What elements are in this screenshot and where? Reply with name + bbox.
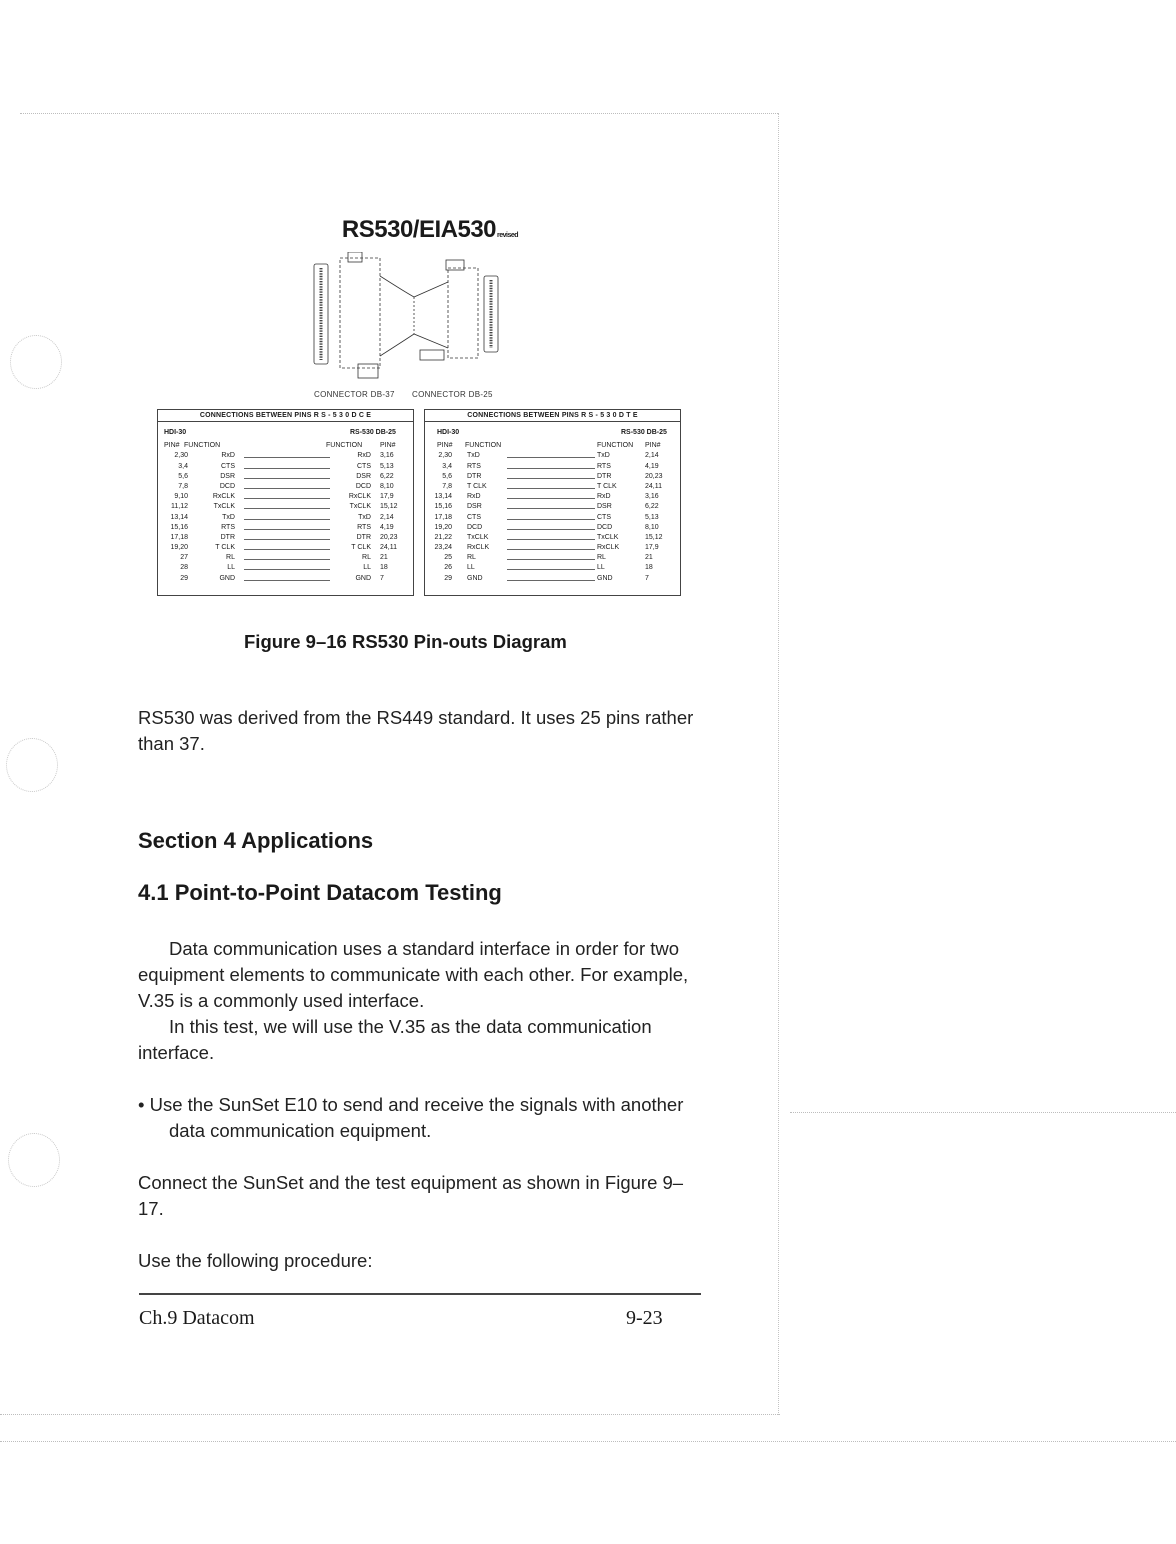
function-right-cell: LL xyxy=(597,564,605,572)
pin-right-cell: 2,14 xyxy=(645,452,659,460)
dte-table-row xyxy=(425,513,680,523)
connection-line xyxy=(244,529,330,530)
para2-line-2: interface. xyxy=(138,1042,215,1063)
pin-cell: 13,14 xyxy=(170,513,188,521)
function-right-cell: GND xyxy=(355,574,371,582)
function-right-cell: DCD xyxy=(355,482,371,490)
dce-table-row xyxy=(158,563,413,573)
figure-title xyxy=(300,216,560,244)
function-cell: RxCLK xyxy=(467,544,490,552)
pin-cell: 26 xyxy=(444,564,452,572)
binder-hole-2 xyxy=(6,738,58,792)
function-right-cell: T CLK xyxy=(597,482,617,490)
para2-line-1: In this test, we will use the V.35 as the data communication xyxy=(169,1016,652,1037)
function-right-cell: DSR xyxy=(597,503,612,511)
function-right-cell: GND xyxy=(597,574,613,582)
connector-db37-label: CONNECTOR DB-37 xyxy=(314,390,395,399)
function-right-cell: DSR xyxy=(356,472,371,480)
pin-cell: 13,14 xyxy=(434,493,452,501)
pin-right-cell: 7 xyxy=(645,574,649,582)
function-right-cell: CTS xyxy=(357,462,371,470)
figure-title-text: RS530/EIA530 xyxy=(341,216,497,243)
pin-right-cell: 21 xyxy=(380,554,388,562)
dte-table-title: CONNECTIONS BETWEEN PINS R S - 5 3 0 D T E xyxy=(425,410,680,422)
pin-right-cell: 20,23 xyxy=(645,472,663,480)
connection-line xyxy=(244,539,330,540)
function-right-cell: RL xyxy=(362,554,371,562)
pin-right-cell: 7 xyxy=(380,574,384,582)
pin-cell: 3,4 xyxy=(178,462,188,470)
scan-edge-top xyxy=(20,113,778,114)
function-cell: RTS xyxy=(467,462,481,470)
function-cell: DTR xyxy=(467,472,482,480)
connection-line xyxy=(507,488,595,489)
dte-table-row xyxy=(425,492,680,502)
connection-line xyxy=(507,468,595,469)
dte-table-row xyxy=(425,543,680,553)
pin-cell: 5,6 xyxy=(178,472,188,480)
dte-rows xyxy=(425,451,680,583)
connection-line xyxy=(507,580,595,581)
pin-right-cell: 3,16 xyxy=(380,452,394,460)
function-cell: CTS xyxy=(467,513,481,521)
dce-table-row xyxy=(158,533,413,543)
dce-table-row xyxy=(158,482,413,492)
function-cell: TxD xyxy=(467,452,480,460)
pin-right-cell: 8,10 xyxy=(645,523,659,531)
dce-table-row xyxy=(158,492,413,502)
pin-right-cell: 18 xyxy=(645,564,653,572)
connection-line xyxy=(244,457,330,458)
function-right-cell: TxCLK xyxy=(349,503,371,511)
connection-line xyxy=(507,478,595,479)
dce-table-row xyxy=(158,472,413,482)
pin-right-cell: 24,11 xyxy=(380,544,397,552)
function-cell: TxCLK xyxy=(467,533,489,541)
dce-col-function: FUNCTION xyxy=(184,442,221,450)
dte-table-row xyxy=(425,502,680,512)
connection-line xyxy=(507,569,595,570)
intro-line-1: RS530 was derived from the RS449 standard. It uses 25 pins rather xyxy=(138,707,694,728)
dte-col-pin-right: PIN# xyxy=(645,442,661,450)
pin-cell: 15,16 xyxy=(434,503,452,511)
pin-right-cell: 17,9 xyxy=(645,544,659,552)
dte-col-pin: PIN# xyxy=(437,442,453,450)
connection-line xyxy=(244,468,330,469)
pin-right-cell: 15,12 xyxy=(380,503,398,511)
footer-page-number: 9-23 xyxy=(626,1307,663,1329)
pin-cell: 19,20 xyxy=(170,544,188,552)
function-right-cell: LL xyxy=(363,564,371,572)
dce-table-title: CONNECTIONS BETWEEN PINS R S - 5 3 0 D C E xyxy=(158,410,413,422)
connection-line xyxy=(507,529,595,530)
scan-edge-right xyxy=(778,113,779,1415)
connector-db25-label: CONNECTOR DB-25 xyxy=(412,390,493,399)
function-cell: TxD xyxy=(222,513,235,521)
connection-line xyxy=(244,580,330,581)
dte-table-row xyxy=(425,462,680,472)
bullet-line-1: • Use the SunSet E10 to send and receive the signals with another xyxy=(138,1094,684,1115)
function-cell: T CLK xyxy=(467,482,487,490)
cable-top xyxy=(380,276,448,297)
connection-line xyxy=(244,549,330,550)
intro-line-2: than 37. xyxy=(138,733,205,754)
connect-line-1: Connect the SunSet and the test equipment as shown in Figure 9– xyxy=(138,1172,684,1193)
function-right-cell: RL xyxy=(597,554,606,562)
pin-right-cell: 2,14 xyxy=(380,513,394,521)
connection-line xyxy=(507,539,595,540)
function-cell: RTS xyxy=(221,523,235,531)
pin-cell: 7,8 xyxy=(442,482,452,490)
db37-housing xyxy=(340,258,380,368)
function-cell: LL xyxy=(227,564,235,572)
function-right-cell: T CLK xyxy=(351,544,371,552)
cable-diagram xyxy=(310,252,510,382)
pin-cell: 2,30 xyxy=(438,452,452,460)
pin-right-cell: 5,13 xyxy=(645,513,659,521)
connect-line-2: 17. xyxy=(138,1198,164,1219)
function-cell: DSR xyxy=(467,503,482,511)
connection-line xyxy=(244,498,330,499)
dte-col-function: FUNCTION xyxy=(465,442,502,450)
dte-table-row xyxy=(425,563,680,573)
dte-table-row xyxy=(425,523,680,533)
function-right-cell: RTS xyxy=(357,523,371,531)
dte-table-row xyxy=(425,533,680,543)
dte-table-row xyxy=(425,472,680,482)
dce-table-row xyxy=(158,553,413,563)
function-cell: DCD xyxy=(219,482,235,490)
subsection-heading: 4.1 Point-to-Point Datacom Testing xyxy=(138,880,502,905)
dce-table-row xyxy=(158,502,413,512)
function-right-cell: RxCLK xyxy=(348,493,371,501)
pin-cell: 17,18 xyxy=(170,533,188,541)
pin-right-cell: 6,22 xyxy=(645,503,659,511)
pin-cell: 9,10 xyxy=(174,493,188,501)
function-right-cell: TxD xyxy=(597,452,610,460)
function-cell: GND xyxy=(219,574,235,582)
pin-right-cell: 4,19 xyxy=(380,523,394,531)
pin-right-cell: 5,13 xyxy=(380,462,394,470)
connection-line xyxy=(244,488,330,489)
pin-cell: 5,6 xyxy=(442,472,452,480)
figure-caption: Figure 9–16 RS530 Pin-outs Diagram xyxy=(244,631,567,652)
dce-table-row xyxy=(158,451,413,461)
connection-line xyxy=(507,559,595,560)
dce-right-header: RS-530 DB-25 xyxy=(350,429,396,436)
para1-line-3: V.35 is a commonly used interface. xyxy=(138,990,425,1011)
connection-line xyxy=(507,457,595,458)
pin-right-cell: 21 xyxy=(645,554,653,562)
connection-line xyxy=(244,508,330,509)
function-right-cell: DTR xyxy=(356,533,371,541)
pin-cell: 27 xyxy=(180,554,188,562)
scan-edge-bottom-2 xyxy=(0,1441,1176,1442)
dce-table-row xyxy=(158,574,413,584)
binder-hole-1 xyxy=(10,335,62,389)
pin-cell: 15,16 xyxy=(170,523,188,531)
function-cell: RL xyxy=(467,554,476,562)
cable-bottom xyxy=(380,334,448,356)
pin-cell: 23,24 xyxy=(434,544,452,552)
para1-line-2: equipment elements to communicate with each other. For example, xyxy=(138,964,689,985)
connection-line xyxy=(244,569,330,570)
connection-line xyxy=(507,549,595,550)
dte-right-header: RS-530 DB-25 xyxy=(621,429,667,436)
db25-housing xyxy=(448,268,478,358)
pin-right-cell: 20,23 xyxy=(380,533,398,541)
connection-line xyxy=(244,478,330,479)
pin-cell: 2,30 xyxy=(174,452,188,460)
function-right-cell: DCD xyxy=(597,523,613,531)
function-cell: RL xyxy=(226,554,235,562)
connection-line xyxy=(244,519,330,520)
pin-right-cell: 18 xyxy=(380,564,388,572)
function-cell: LL xyxy=(467,564,475,572)
footer-chapter: Ch.9 Datacom xyxy=(139,1307,255,1329)
pin-cell: 25 xyxy=(444,554,452,562)
function-right-cell: DTR xyxy=(597,472,612,480)
pin-cell: 19,20 xyxy=(434,523,452,531)
dte-table-row xyxy=(425,482,680,492)
function-cell: DSR xyxy=(220,472,235,480)
pin-cell: 21,22 xyxy=(434,533,452,541)
dce-left-header: HDI-30 xyxy=(164,429,187,436)
pin-right-cell: 6,22 xyxy=(380,472,394,480)
dce-table-row xyxy=(158,543,413,553)
bullet-line-2: data communication equipment. xyxy=(169,1120,432,1141)
dce-col-pin-right: PIN# xyxy=(380,442,396,450)
dte-left-header: HDI-30 xyxy=(437,429,460,436)
pin-cell: 7,8 xyxy=(178,482,188,490)
pin-right-cell: 4,19 xyxy=(645,462,659,470)
pin-right-cell: 3,16 xyxy=(645,493,659,501)
function-cell: DTR xyxy=(220,533,235,541)
procedure-line: Use the following procedure: xyxy=(138,1250,373,1271)
pin-cell: 3,4 xyxy=(442,462,452,470)
connection-line xyxy=(507,498,595,499)
dce-table-row xyxy=(158,462,413,472)
pin-cell: 11,12 xyxy=(171,503,188,511)
connection-line xyxy=(507,508,595,509)
scan-edge-bottom xyxy=(0,1414,780,1415)
dce-rows xyxy=(158,451,413,583)
dce-col-pin: PIN# xyxy=(164,442,180,450)
section-heading: Section 4 Applications xyxy=(138,828,374,853)
scan-edge-mid xyxy=(790,1112,1176,1113)
connection-line xyxy=(244,559,330,560)
dce-table-row xyxy=(158,513,413,523)
function-cell: DCD xyxy=(467,523,483,531)
dte-col-function-right: FUNCTION xyxy=(597,442,634,450)
pin-right-cell: 8,10 xyxy=(380,482,394,490)
function-right-cell: TxD xyxy=(358,513,371,521)
figure-title-suffix: revised xyxy=(497,232,519,239)
pin-right-cell: 24,11 xyxy=(645,482,662,490)
function-right-cell: CTS xyxy=(597,513,611,521)
dce-table-row xyxy=(158,523,413,533)
para1-line-1: Data communication uses a standard interface in order for two xyxy=(169,938,680,959)
function-cell: RxD xyxy=(221,452,235,460)
footer-rule xyxy=(139,1293,701,1295)
pin-cell: 29 xyxy=(444,574,452,582)
pin-right-cell: 15,12 xyxy=(645,533,663,541)
function-cell: CTS xyxy=(221,462,235,470)
function-cell: T CLK xyxy=(215,544,235,552)
dce-pin-table xyxy=(157,409,414,596)
pin-cell: 17,18 xyxy=(434,513,452,521)
function-right-cell: TxCLK xyxy=(597,533,619,541)
pin-right-cell: 17,9 xyxy=(380,493,394,501)
connection-line xyxy=(507,519,595,520)
function-cell: RxD xyxy=(467,493,481,501)
dte-pin-table xyxy=(424,409,681,596)
binder-hole-3 xyxy=(8,1133,60,1187)
dte-table-row xyxy=(425,553,680,563)
dce-col-function-right: FUNCTION xyxy=(326,442,363,450)
dte-table-row xyxy=(425,574,680,584)
function-right-cell: RTS xyxy=(597,462,611,470)
function-right-cell: RxD xyxy=(357,452,371,460)
function-cell: TxCLK xyxy=(213,503,235,511)
dte-table-row xyxy=(425,451,680,461)
pin-cell: 28 xyxy=(180,564,188,572)
function-right-cell: RxD xyxy=(597,493,611,501)
function-right-cell: RxCLK xyxy=(597,544,620,552)
function-cell: RxCLK xyxy=(212,493,235,501)
function-cell: GND xyxy=(467,574,483,582)
pin-cell: 29 xyxy=(180,574,188,582)
